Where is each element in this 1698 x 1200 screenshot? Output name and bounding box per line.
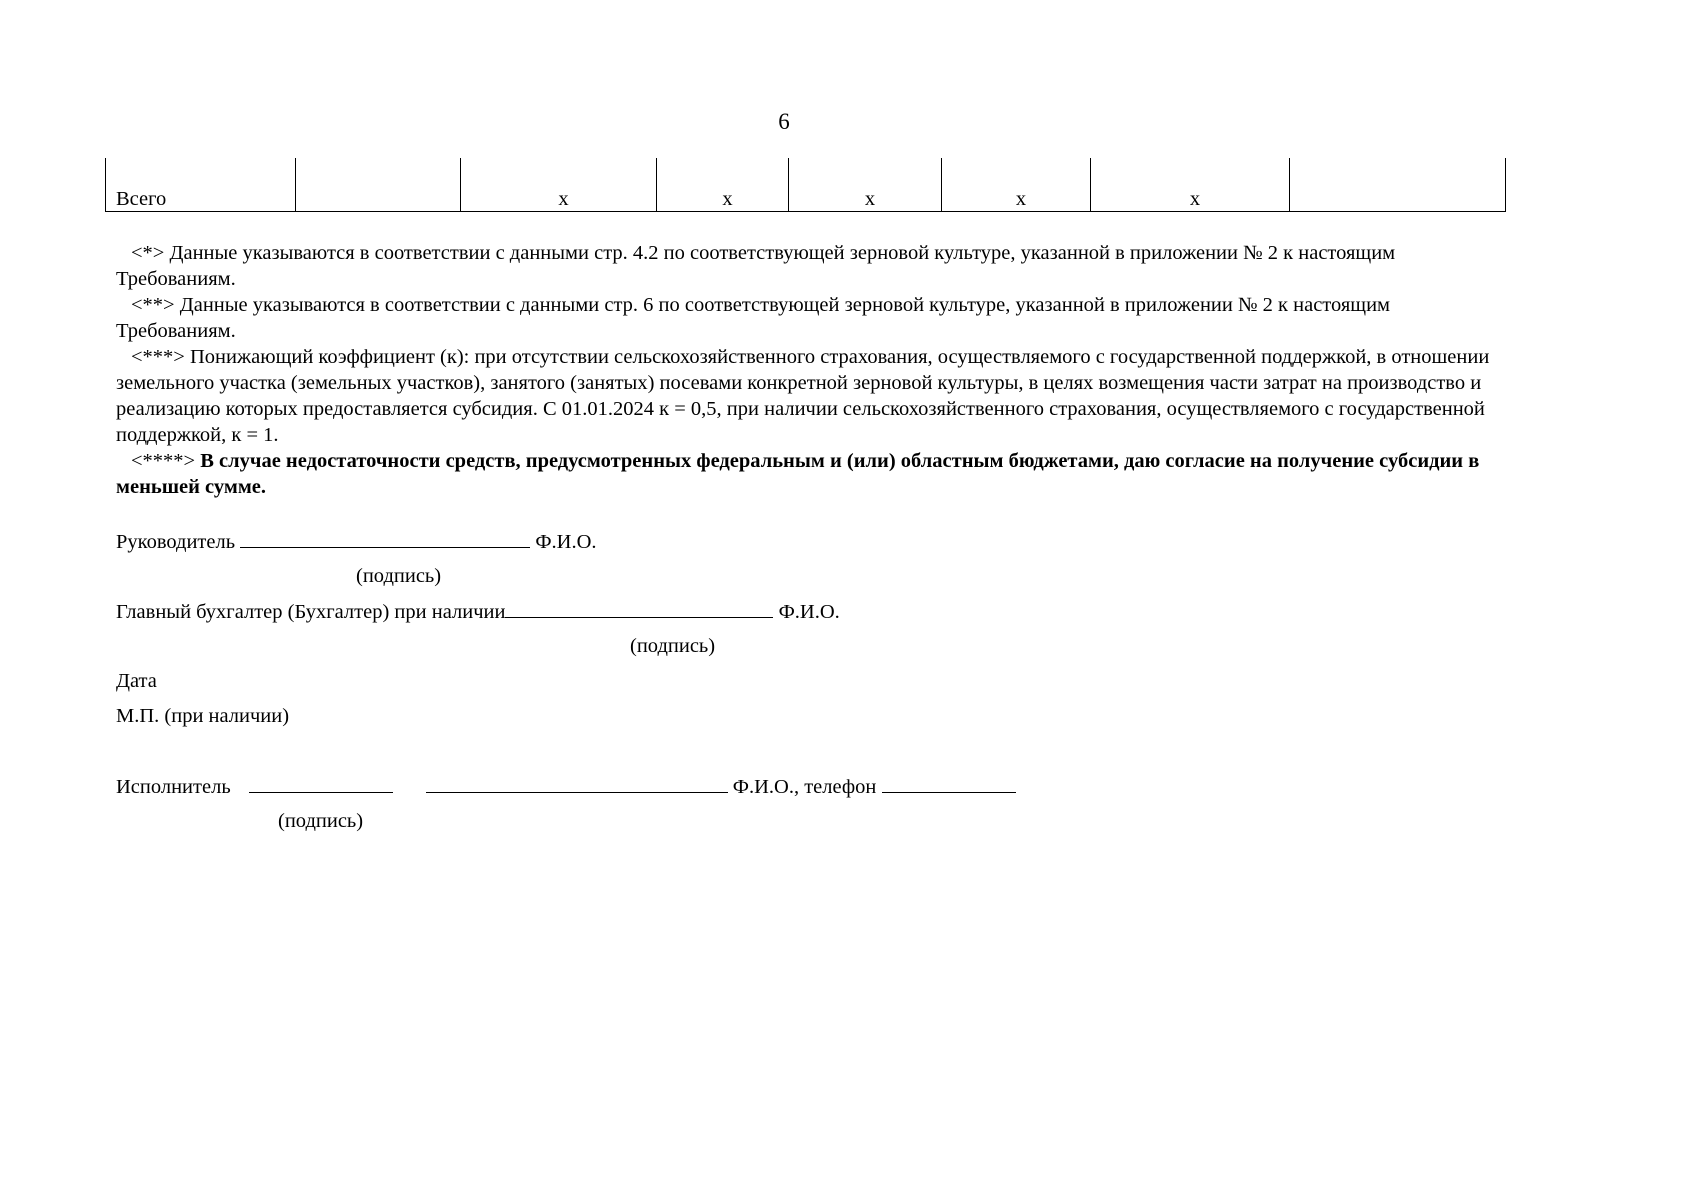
table-cell: х: [942, 158, 1091, 212]
executor-signature-field: [249, 773, 393, 793]
totals-table: [105, 158, 1506, 212]
page-number: 6: [778, 109, 790, 134]
footnote-4-text: В случае недостаточности средств, предусмотренных федеральным и (или) областным бюджетами, даю согласие на получение субсидии в меньшей сумме.: [116, 450, 1480, 498]
table-cell: Всего: [106, 158, 296, 212]
head-label: Руководитель: [116, 531, 236, 553]
accountant-signature-line: [116, 598, 840, 625]
table-cell: [1290, 158, 1506, 212]
executor-signature-caption: (подпись): [278, 810, 364, 832]
table-cell: х: [461, 158, 657, 212]
accountant-signature-caption: (подпись): [630, 635, 716, 657]
accountant-signature-field: [505, 598, 773, 618]
footnote-1: <*> Данные указываются в соответствии с данными стр. 4.2 по соответствующей зерновой культуре, указанной в приложении № 2 к настоящим Требованиям.: [116, 242, 1396, 290]
date-label: Дата: [116, 670, 157, 692]
executor-phone-field: [882, 773, 1016, 793]
head-signature-field: [240, 528, 530, 548]
footnote-4-marker: <****>: [131, 450, 196, 472]
table-cell: [296, 158, 461, 212]
executor-name-field: [426, 773, 728, 793]
executor-label: Исполнитель: [116, 776, 231, 798]
footnote-2: <**> Данные указываются в соответствии с данными стр. 6 по соответствующей зерновой культуре, указанной в приложении № 2 к настоящим Требованиям.: [116, 294, 1391, 342]
executor-signature-line: [116, 773, 1016, 800]
executor-fio-phone: Ф.И.О., телефон: [732, 776, 877, 798]
stamp-label: М.П. (при наличии): [116, 705, 290, 727]
footnote-3: <***> Понижающий коэффициент (к): при отсутствии сельскохозяйственного страхования, осуществляемого с государственной поддержкой, в отношении земельного участка (земельных участков), занятого (занятых) посевами конкретной зерновой культуры, в целях возмещения части затрат на производство и реализацию которых предоставляется субсидия. С 01.01.2024 к = 0,5, при наличии сельскохозяйственного страхования, осуществляемого с государственной поддержкой, к = 1.: [116, 346, 1490, 446]
accountant-fio: Ф.И.О.: [778, 601, 840, 623]
table-row-total: [106, 158, 1506, 212]
table-cell: х: [657, 158, 789, 212]
footnote-4: [116, 448, 1508, 500]
table-cell: х: [1091, 158, 1290, 212]
footnotes: [116, 240, 1508, 500]
head-signature-line: [116, 528, 597, 555]
table-cell: х: [789, 158, 942, 212]
accountant-label: Главный бухгалтер (Бухгалтер) при наличии: [116, 601, 506, 623]
head-signature-caption: (подпись): [356, 565, 442, 587]
head-fio: Ф.И.О.: [535, 531, 597, 553]
